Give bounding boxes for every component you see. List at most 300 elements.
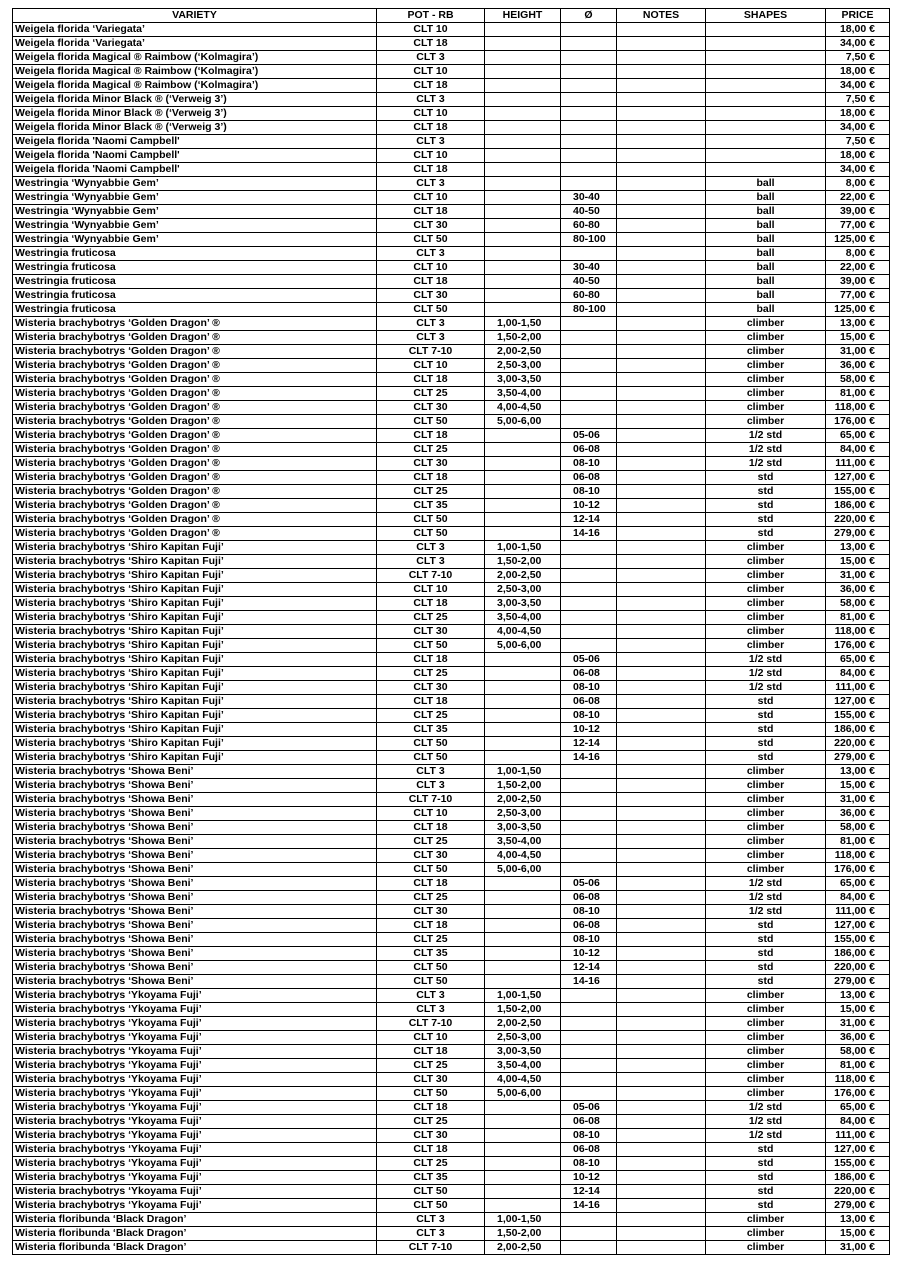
pot-cell: CLT 25 [377,667,485,681]
table-row [13,233,890,247]
notes-cell [617,653,706,667]
diameter-cell: 60-80 [561,289,617,303]
table-row [13,569,890,583]
table-row [13,933,890,947]
diameter-cell [561,345,617,359]
pot-cell: CLT 3 [377,779,485,793]
price-cell: 186,00 € [826,1171,890,1185]
diameter-cell: 08-10 [561,709,617,723]
shape-cell: 1/2 std [706,443,826,457]
header-price: PRICE [826,9,890,23]
notes-cell [617,331,706,345]
shape-cell [706,51,826,65]
shape-cell: std [706,737,826,751]
notes-cell [617,457,706,471]
height-cell [485,1115,561,1129]
price-cell: 31,00 € [826,793,890,807]
table-row [13,597,890,611]
variety-cell: Wisteria brachybotrys ‘Shiro Kapitan Fuji’ [13,709,377,723]
price-cell: 18,00 € [826,149,890,163]
height-cell [485,1185,561,1199]
header-variety: VARIETY [13,9,377,23]
notes-cell [617,583,706,597]
table-row [13,793,890,807]
table-row [13,1003,890,1017]
table-row [13,331,890,345]
pot-cell: CLT 25 [377,387,485,401]
pot-cell: CLT 3 [377,247,485,261]
diameter-cell [561,597,617,611]
pot-cell: CLT 25 [377,933,485,947]
diameter-cell [561,779,617,793]
shape-cell: climber [706,555,826,569]
table-row [13,149,890,163]
price-cell: 13,00 € [826,1213,890,1227]
notes-cell [617,1213,706,1227]
diameter-cell [561,107,617,121]
variety-cell: Wisteria brachybotrys ‘Golden Dragon’ ® [13,359,377,373]
pot-cell: CLT 18 [377,373,485,387]
shape-cell: ball [706,261,826,275]
shape-cell: std [706,947,826,961]
variety-cell: Westringia fruticosa [13,303,377,317]
height-cell [485,23,561,37]
notes-cell [617,821,706,835]
pot-cell: CLT 18 [377,1045,485,1059]
shape-cell: climber [706,1003,826,1017]
notes-cell [617,681,706,695]
shape-cell: ball [706,205,826,219]
pot-cell: CLT 25 [377,835,485,849]
height-cell: 2,00-2,50 [485,345,561,359]
variety-cell: Wisteria brachybotrys ‘Golden Dragon’ ® [13,527,377,541]
shape-cell: 1/2 std [706,429,826,443]
price-cell: 84,00 € [826,667,890,681]
table-row [13,401,890,415]
pot-cell: CLT 18 [377,1101,485,1115]
pot-cell: CLT 18 [377,471,485,485]
variety-cell: Wisteria brachybotrys ‘Golden Dragon’ ® [13,485,377,499]
shape-cell: std [706,975,826,989]
height-cell: 1,00-1,50 [485,765,561,779]
price-cell: 13,00 € [826,317,890,331]
notes-cell [617,807,706,821]
diameter-cell [561,639,617,653]
diameter-cell: 05-06 [561,877,617,891]
notes-cell [617,1227,706,1241]
diameter-cell [561,247,617,261]
price-cell: 58,00 € [826,373,890,387]
price-cell: 18,00 € [826,107,890,121]
shape-cell: ball [706,289,826,303]
shape-cell: 1/2 std [706,905,826,919]
table-row [13,471,890,485]
shape-cell: std [706,471,826,485]
shape-cell: std [706,513,826,527]
notes-cell [617,625,706,639]
price-cell: 186,00 € [826,947,890,961]
notes-cell [617,51,706,65]
height-cell [485,121,561,135]
diameter-cell: 40-50 [561,205,617,219]
height-cell [485,1157,561,1171]
pot-cell: CLT 50 [377,639,485,653]
diameter-cell: 12-14 [561,1185,617,1199]
pot-cell: CLT 3 [377,765,485,779]
table-row [13,1073,890,1087]
price-cell: 118,00 € [826,849,890,863]
variety-cell: Wisteria brachybotrys ‘Ykoyama Fuji’ [13,1059,377,1073]
height-cell [485,513,561,527]
height-cell [485,457,561,471]
diameter-cell: 10-12 [561,947,617,961]
table-row [13,247,890,261]
table-row [13,709,890,723]
price-cell: 81,00 € [826,835,890,849]
notes-cell [617,205,706,219]
height-cell: 2,00-2,50 [485,793,561,807]
table-row [13,877,890,891]
price-cell: 13,00 € [826,989,890,1003]
diameter-cell [561,93,617,107]
header-row [13,9,890,23]
variety-cell: Wisteria brachybotrys ‘Showa Beni’ [13,905,377,919]
variety-cell: Weigela florida ‘Variegata’ [13,37,377,51]
diameter-cell [561,1059,617,1073]
notes-cell [617,793,706,807]
notes-cell [617,247,706,261]
notes-cell [617,863,706,877]
notes-cell [617,989,706,1003]
table-body [13,23,890,1255]
price-cell: 155,00 € [826,1157,890,1171]
diameter-cell [561,863,617,877]
notes-cell [617,163,706,177]
variety-cell: Wisteria brachybotrys ‘Ykoyama Fuji’ [13,1101,377,1115]
price-cell: 77,00 € [826,289,890,303]
price-cell: 7,50 € [826,93,890,107]
table-row [13,555,890,569]
shape-cell: std [706,1185,826,1199]
price-cell: 34,00 € [826,37,890,51]
notes-cell [617,849,706,863]
notes-cell [617,121,706,135]
diameter-cell [561,1241,617,1255]
shape-cell: climber [706,625,826,639]
variety-cell: Wisteria brachybotrys ‘Golden Dragon’ ® [13,331,377,345]
table-row [13,1115,890,1129]
height-cell [485,1143,561,1157]
variety-cell: Wisteria brachybotrys ‘Showa Beni’ [13,961,377,975]
pot-cell: CLT 3 [377,135,485,149]
price-cell: 13,00 € [826,765,890,779]
shape-cell: climber [706,1213,826,1227]
price-table [12,8,890,1255]
variety-cell: Weigela florida Minor Black ® (‘Verweig 3’) [13,93,377,107]
table-row [13,65,890,79]
notes-cell [617,289,706,303]
notes-cell [617,975,706,989]
diameter-cell: 10-12 [561,1171,617,1185]
variety-cell: Weigela florida Minor Black ® (‘Verweig 3’) [13,107,377,121]
pot-cell: CLT 10 [377,807,485,821]
diameter-cell: 10-12 [561,723,617,737]
price-cell: 155,00 € [826,933,890,947]
pot-cell: CLT 50 [377,1199,485,1213]
pot-cell: CLT 10 [377,191,485,205]
shape-cell: climber [706,1031,826,1045]
table-row [13,457,890,471]
shape-cell: climber [706,401,826,415]
table-row [13,975,890,989]
notes-cell [617,877,706,891]
shape-cell: std [706,485,826,499]
table-row [13,947,890,961]
price-cell: 118,00 € [826,401,890,415]
diameter-cell: 40-50 [561,275,617,289]
shape-cell: std [706,1199,826,1213]
table-row [13,135,890,149]
pot-cell: CLT 30 [377,219,485,233]
shape-cell: ball [706,219,826,233]
pot-cell: CLT 50 [377,527,485,541]
price-cell: 36,00 € [826,807,890,821]
diameter-cell [561,65,617,79]
header-shapes: SHAPES [706,9,826,23]
variety-cell: Westringia ‘Wynyabbie Gem’ [13,205,377,219]
variety-cell: Wisteria brachybotrys ‘Ykoyama Fuji’ [13,1017,377,1031]
price-cell: 111,00 € [826,457,890,471]
table-row [13,1143,890,1157]
pot-cell: CLT 30 [377,457,485,471]
table-row [13,583,890,597]
shape-cell: std [706,695,826,709]
variety-cell: Weigela florida Minor Black ® (‘Verweig 3’) [13,121,377,135]
shape-cell [706,93,826,107]
shape-cell [706,65,826,79]
diameter-cell [561,135,617,149]
price-cell: 7,50 € [826,51,890,65]
price-cell: 34,00 € [826,79,890,93]
variety-cell: Wisteria brachybotrys ‘Shiro Kapitan Fuji’ [13,555,377,569]
height-cell: 4,00-4,50 [485,849,561,863]
shape-cell: std [706,961,826,975]
height-cell [485,709,561,723]
pot-cell: CLT 7-10 [377,1241,485,1255]
table-row [13,387,890,401]
variety-cell: Westringia fruticosa [13,289,377,303]
shape-cell: 1/2 std [706,457,826,471]
price-cell: 18,00 € [826,65,890,79]
diameter-cell: 08-10 [561,1157,617,1171]
pot-cell: CLT 10 [377,23,485,37]
diameter-cell [561,37,617,51]
diameter-cell [561,1017,617,1031]
height-cell [485,429,561,443]
shape-cell: climber [706,779,826,793]
diameter-cell: 06-08 [561,891,617,905]
diameter-cell: 06-08 [561,919,617,933]
variety-cell: Wisteria brachybotrys ‘Golden Dragon’ ® [13,471,377,485]
notes-cell [617,499,706,513]
price-cell: 8,00 € [826,177,890,191]
table-row [13,835,890,849]
price-cell: 15,00 € [826,555,890,569]
variety-cell: Westringia fruticosa [13,275,377,289]
pot-cell: CLT 50 [377,233,485,247]
notes-cell [617,1087,706,1101]
table-row [13,695,890,709]
shape-cell: climber [706,849,826,863]
pot-cell: CLT 25 [377,1059,485,1073]
height-cell: 3,00-3,50 [485,597,561,611]
height-cell [485,933,561,947]
shape-cell: climber [706,1087,826,1101]
pot-cell: CLT 3 [377,541,485,555]
height-cell [485,261,561,275]
shape-cell: climber [706,765,826,779]
diameter-cell [561,177,617,191]
notes-cell [617,555,706,569]
notes-cell [617,1241,706,1255]
diameter-cell [561,1087,617,1101]
pot-cell: CLT 3 [377,1227,485,1241]
table-row [13,275,890,289]
pot-cell: CLT 18 [377,1143,485,1157]
notes-cell [617,275,706,289]
pot-cell: CLT 50 [377,975,485,989]
shape-cell: climber [706,835,826,849]
table-row [13,765,890,779]
variety-cell: Wisteria brachybotrys ‘Shiro Kapitan Fuji’ [13,597,377,611]
variety-cell: Wisteria brachybotrys ‘Shiro Kapitan Fuji’ [13,653,377,667]
price-cell: 176,00 € [826,1087,890,1101]
diameter-cell [561,401,617,415]
table-row [13,541,890,555]
variety-cell: Wisteria brachybotrys ‘Ykoyama Fuji’ [13,1199,377,1213]
variety-cell: Wisteria brachybotrys ‘Showa Beni’ [13,877,377,891]
price-cell: 127,00 € [826,695,890,709]
height-cell [485,233,561,247]
table-row [13,303,890,317]
height-cell [485,163,561,177]
shape-cell: climber [706,1059,826,1073]
height-cell [485,37,561,51]
price-cell: 65,00 € [826,429,890,443]
price-cell: 127,00 € [826,471,890,485]
notes-cell [617,1185,706,1199]
height-cell [485,275,561,289]
shape-cell [706,121,826,135]
variety-cell: Wisteria brachybotrys ‘Shiro Kapitan Fuji’ [13,569,377,583]
diameter-cell: 80-100 [561,233,617,247]
notes-cell [617,751,706,765]
pot-cell: CLT 35 [377,947,485,961]
pot-cell: CLT 50 [377,737,485,751]
table-row [13,891,890,905]
height-cell: 2,00-2,50 [485,569,561,583]
table-row [13,653,890,667]
price-cell: 34,00 € [826,121,890,135]
height-cell: 2,00-2,50 [485,1017,561,1031]
notes-cell [617,1171,706,1185]
notes-cell [617,401,706,415]
price-cell: 125,00 € [826,303,890,317]
table-row [13,751,890,765]
diameter-cell: 08-10 [561,485,617,499]
pot-cell: CLT 35 [377,1171,485,1185]
notes-cell [617,303,706,317]
height-cell [485,975,561,989]
price-cell: 13,00 € [826,541,890,555]
shape-cell: std [706,723,826,737]
notes-cell [617,191,706,205]
notes-cell [617,1129,706,1143]
height-cell: 3,50-4,00 [485,387,561,401]
price-cell: 58,00 € [826,821,890,835]
diameter-cell: 60-80 [561,219,617,233]
notes-cell [617,527,706,541]
shape-cell: climber [706,317,826,331]
diameter-cell: 05-06 [561,429,617,443]
variety-cell: Wisteria brachybotrys ‘Showa Beni’ [13,933,377,947]
shape-cell: climber [706,387,826,401]
table-row [13,23,890,37]
notes-cell [617,779,706,793]
notes-cell [617,723,706,737]
shape-cell [706,149,826,163]
variety-cell: Wisteria floribunda ‘Black Dragon’ [13,1213,377,1227]
variety-cell: Wisteria brachybotrys ‘Golden Dragon’ ® [13,415,377,429]
diameter-cell [561,821,617,835]
price-cell: 15,00 € [826,331,890,345]
header-notes: NOTES [617,9,706,23]
shape-cell: 1/2 std [706,877,826,891]
shape-cell: std [706,709,826,723]
notes-cell [617,149,706,163]
shape-cell: climber [706,415,826,429]
price-cell: 39,00 € [826,275,890,289]
variety-cell: Wisteria brachybotrys ‘Golden Dragon’ ® [13,443,377,457]
shape-cell: std [706,1157,826,1171]
height-cell: 2,00-2,50 [485,1241,561,1255]
diameter-cell: 06-08 [561,1143,617,1157]
notes-cell [617,1073,706,1087]
shape-cell: climber [706,345,826,359]
notes-cell [617,135,706,149]
variety-cell: Westringia fruticosa [13,261,377,275]
notes-cell [617,919,706,933]
height-cell: 4,00-4,50 [485,401,561,415]
height-cell [485,65,561,79]
table-row [13,219,890,233]
notes-cell [617,373,706,387]
table-row [13,1059,890,1073]
table-row [13,1171,890,1185]
header-pot: POT - RB [377,9,485,23]
pot-cell: CLT 7-10 [377,1017,485,1031]
price-cell: 34,00 € [826,163,890,177]
diameter-cell [561,625,617,639]
height-cell [485,667,561,681]
variety-cell: Weigela florida Magical ® Raimbow (‘Kolmagira’) [13,51,377,65]
price-cell: 15,00 € [826,1227,890,1241]
price-cell: 176,00 € [826,863,890,877]
variety-cell: Westringia ‘Wynyabbie Gem’ [13,233,377,247]
price-cell: 111,00 € [826,905,890,919]
pot-cell: CLT 7-10 [377,345,485,359]
pot-cell: CLT 18 [377,205,485,219]
